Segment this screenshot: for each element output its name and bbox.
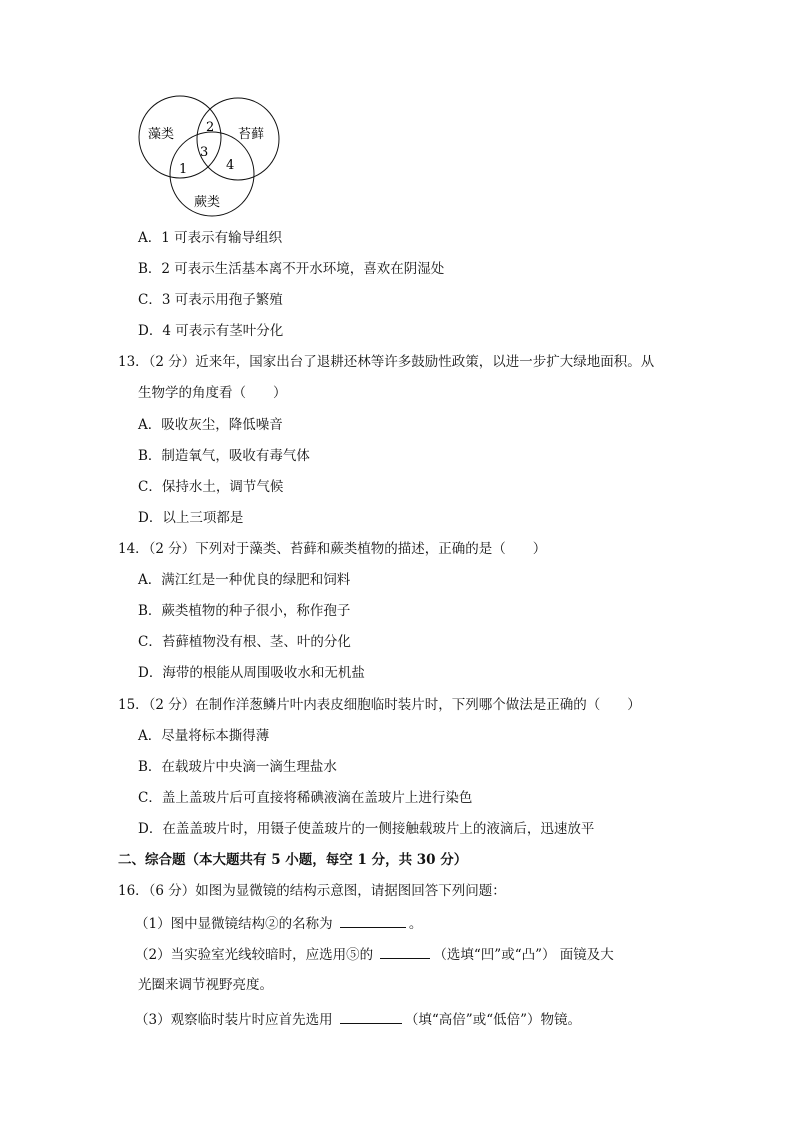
venn-diagram: [130, 88, 290, 223]
q16-part2-end: （选填“凹”或“凸”） 面镜及大: [433, 947, 614, 963]
algae-label: 藻类: [148, 127, 175, 142]
q14-option-c: C．苔藓植物没有根、茎、叶的分化: [138, 634, 351, 650]
q15-option-b: B．在载玻片中央滴一滴生理盐水: [138, 759, 337, 775]
q14-stem: 14．（2 分）下列对于藻类、苔藓和蕨类植物的描述，正确的是（ ）: [118, 541, 547, 557]
q16-part3-end: （填“高倍”或“低倍”）物镜。: [404, 1012, 581, 1028]
q16-part1: [135, 913, 422, 934]
q14-option-a: A．满江红是一种优良的绿肥和饲料: [138, 572, 351, 588]
fern-label: 蕨类: [194, 195, 221, 210]
q15-stem: 15．（2 分）在制作洋葱鳞片叶内表皮细胞临时装片时，下列哪个做法是正确的（ ）: [118, 697, 641, 713]
q16-part2-text: （2）当实验室光线较暗时，应选用⑤的: [135, 947, 378, 963]
q12-option-b: B．2 可表示生活基本离不开水环境，喜欢在阴湿处: [138, 261, 445, 277]
region-3-label: 3: [200, 145, 209, 160]
q15-option-c: C．盖上盖玻片后可直接将稀碘液滴在盖玻片上进行染色: [138, 790, 473, 806]
q12-option-d: D．4 可表示有茎叶分化: [138, 323, 284, 339]
q16-part1-text: （1）图中显微镜结构②的名称为: [135, 916, 337, 932]
section-2-heading: 二、综合题（本大题共有 5 小题，每空 1 分，共 30 分）: [118, 852, 468, 868]
q13-option-b: B．制造氧气，吸收有毒气体: [138, 448, 310, 464]
region-2-label: 2: [206, 120, 215, 135]
q16-part2: [135, 944, 614, 965]
q13-option-d: D．以上三项都是: [138, 510, 244, 526]
q16-part1-end: 。: [408, 916, 423, 932]
q16-part2-blank[interactable]: [380, 944, 430, 959]
q14-option-b: B．蕨类植物的种子很小，称作孢子: [138, 603, 351, 619]
q13-option-a: A．吸收灰尘，降低噪音: [138, 417, 283, 433]
moss-label: 苔藓: [238, 127, 265, 142]
q15-option-d: D．在盖盖玻片时，用镊子使盖玻片的一侧接触载玻片上的液滴后，迅速放平: [138, 821, 595, 837]
region-1-label: 1: [179, 162, 188, 177]
region-4-label: 4: [226, 158, 235, 173]
q13-stem-line2: 生物学的角度看（ ）: [138, 385, 287, 401]
q16-part2-line2: 光圈来调节视野亮度。: [138, 977, 273, 993]
q16-part3-text: （3）观察临时装片时应首先选用: [135, 1012, 337, 1028]
q16-part1-blank[interactable]: [340, 913, 406, 928]
q13-option-c: C．保持水土，调节气候: [138, 479, 284, 495]
q16-part3: [135, 1009, 581, 1030]
q12-option-c: C．3 可表示用孢子繁殖: [138, 292, 283, 308]
q12-option-a: A．1 可表示有输导组织: [138, 230, 283, 246]
q13-stem-line1: 13．（2 分）近来年，国家出台了退耕还林等许多鼓励性政策，以进一步扩大绿地面积。从: [118, 354, 655, 370]
q16-stem: 16．（6 分）如图为显微镜的结构示意图，请据图回答下列问题：: [118, 883, 506, 899]
q14-option-d: D．海带的根能从周围吸收水和无机盐: [138, 665, 365, 681]
q15-option-a: A．尽量将标本撕得薄: [138, 728, 270, 744]
q16-part3-blank[interactable]: [340, 1009, 402, 1024]
